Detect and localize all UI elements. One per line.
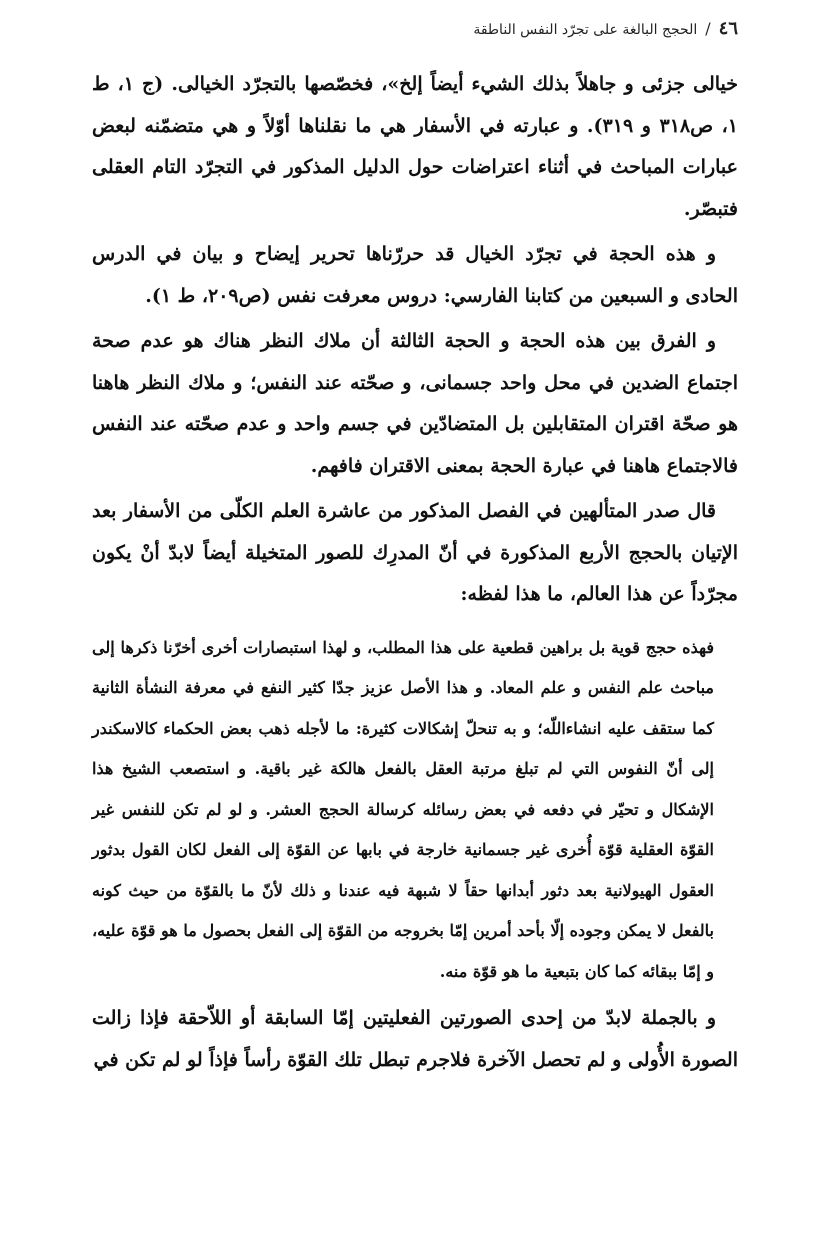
page-number: ٤٦ [718,18,738,39]
paragraph-3: و الفرق بين هذه الحجة و الحجة الثالثة أن ملاك النظر هناك هو عدم صحة اجتماع الضدين في محل واحد جسمانى، و صحّته عند النفس؛ و ملاك النظر هاهنا هو صحّة اقتران المتقابلين بل المتضادّين في جسم واحد و عدم صحّته عند النفس فالاجتماع هاهنا في عبارة الحجة بمعنى الاقتران فافهم. [92,330,738,477]
paragraph-4: قال صدر المتألهين في الفصل المذكور من عاشرة العلم الكلّى من الأسفار بعد الإتيان بالحجج الأربع المذكورة في أنّ المدرِك للصور المتخيلة أيضاً لابدّ أنْ يكون مجرّداً عن هذا العالم، ما هذا لفظه: [92,500,738,605]
running-title: الحجج البالغة على تجرّد النفس الناطقة [473,22,698,38]
body-text [92,64,738,1081]
paragraph-2: و هذه الحجة في تجرّد الخيال قد حررّناها تحرير إيضاح و بيان في الدرس الحادى و السبعين من كتابنا الفارسي: دروس معرفت نفس (ص٢٠٩، ط ١). [92,243,738,307]
paragraph-1: خيالى جزئى و جاهلاً بذلك الشيء أيضاً إلخ»، فخصّصها بالتجرّد الخيالى. (ج ١، ط ١، ص٣١٨ و ٣١٩). و عبارته في الأسفار هي ما نقلناها أوّلاً و هي متضمّنه لبعض عبارات المباحث في أثناء اعتراضات حول الدليل المذكور في التجرّد التام العقلى فتبصّر. [92,73,738,220]
paragraph-closing: و بالجملة لابدّ من إحدى الصورتين الفعليتين إمّا السابقة أو اللاّحقة فإذا زالت الصورة الأُولى و لم تحصل الآخرة فلاجرم تبطل تلك القوّة رأساً فإذاً لو لم تكن في [92,1007,738,1071]
running-header [92,14,738,44]
quote-text: فهذه حجج قوية بل براهين قطعية على هذا المطلب، و لهذا استبصارات أخرى أخرّنا ذكرها إلى مباحث علم النفس و علم المعاد. و هذا الأصل عزيز جدّا كثير النفع في معرفة النشأة الثانية كما ستقف عليه انشاءاللّه؛ و به تنحلّ إشكالات كثيرة: ما لأجله ذهب بعض الحكماء كالاسكندر إلى أنّ النفوس التي لم تبلغ مرتبة العقل بالفعل هالكة غير باقية. و استصعب الشيخ هذا الإشكال و تحيّر في دفعه في بعض رسائله كرسالة الحجج العشر. و لو لم تكن للنفس غير القوّة العقلية قوّة أُخرى غير جسمانية خارجة في بابها عن القوّة إلى الفعل لكان القول بدثور العقول الهيولانية بعد دثور أبدانها حقاً لا شبهة فيه عندنا و ذلك لأنّ ما بالقوّة من حيث كونه بالفعل لا يمكن وجوده إلّا بأحد أمرين إمّا بخروجه من القوّة إلى الفعل بحصول ما هو قوّة عليه، و إمّا ببقائه كما كان بتبعية ما هو قوّة منه. [92,637,715,981]
header-separator: / [705,19,711,38]
block-quote [92,628,714,993]
document-page [92,14,738,1081]
